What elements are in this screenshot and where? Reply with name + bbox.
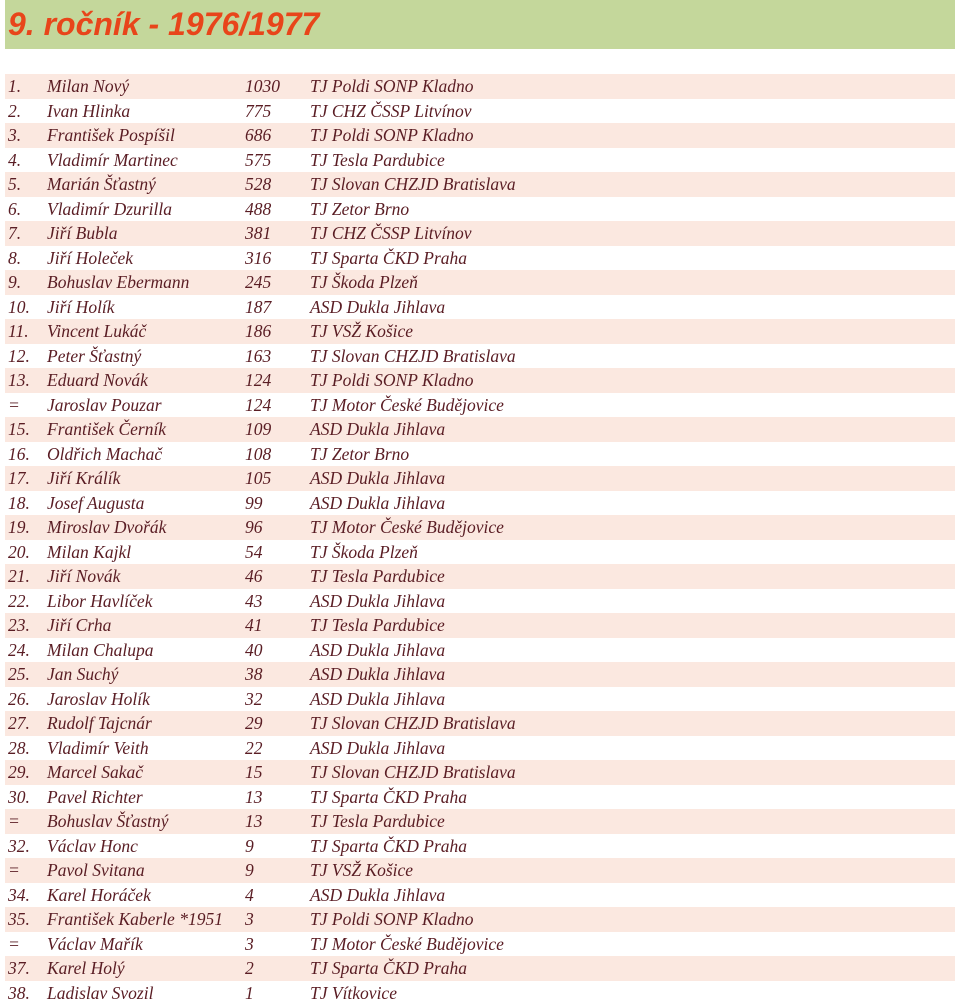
row-club: ASD Dukla Jihlava xyxy=(310,468,446,488)
row-rank: = xyxy=(8,811,20,831)
row-rank: 5. xyxy=(8,174,22,194)
row-rank: 11. xyxy=(8,321,29,341)
row-club: TJ Sparta ČKD Praha xyxy=(310,958,468,978)
table-row xyxy=(5,148,955,173)
row-player-name: František Pospíšil xyxy=(47,125,175,145)
row-player-name: Milan Nový xyxy=(47,76,130,96)
row-player-name: Jan Suchý xyxy=(47,664,119,684)
row-rank: = xyxy=(8,860,20,880)
row-rank: 25. xyxy=(8,664,30,684)
row-rank: 13. xyxy=(8,370,30,390)
row-club: ASD Dukla Jihlava xyxy=(310,296,446,317)
row-points: 775 xyxy=(245,100,272,121)
row-club: TJ Tesla Pardubice xyxy=(310,811,445,831)
row-club: TJ Sparta ČKD Praha xyxy=(310,786,468,807)
row-rank: 6. xyxy=(8,198,22,219)
row-rank: 3. xyxy=(8,125,22,145)
row-points: 54 xyxy=(245,541,263,562)
row-points: 40 xyxy=(245,639,263,660)
row-points: 245 xyxy=(245,272,272,292)
row-player-name: Bohuslav Ebermann xyxy=(47,272,190,292)
row-player-name: František Černík xyxy=(47,419,167,439)
row-player-name: Marcel Sakač xyxy=(47,762,144,782)
table-row xyxy=(5,442,955,467)
row-club: TJ Poldi SONP Kladno xyxy=(310,909,474,929)
row-rank: 35. xyxy=(8,909,30,929)
row-points: 3 xyxy=(245,909,254,929)
row-player-name: Jiří Bubla xyxy=(47,223,118,243)
row-club: TJ Sparta ČKD Praha xyxy=(310,835,468,856)
row-rank: 20. xyxy=(8,541,30,562)
row-points: 38 xyxy=(245,664,263,684)
row-club: ASD Dukla Jihlava xyxy=(310,639,446,660)
row-rank: 22. xyxy=(8,590,30,611)
row-points: 2 xyxy=(245,958,254,978)
table-row xyxy=(5,809,955,834)
row-points: 381 xyxy=(245,223,272,243)
row-player-name: Pavel Richter xyxy=(47,786,143,807)
row-player-name: Karel Holý xyxy=(47,958,125,978)
row-player-name: Ladislav Svozil xyxy=(47,982,154,999)
row-player-name: Vladimír Martinec xyxy=(47,149,178,170)
row-rank: 18. xyxy=(8,492,30,513)
row-player-name: Peter Šťastný xyxy=(47,345,142,366)
table-row xyxy=(5,834,955,859)
row-points: 9 xyxy=(245,835,254,856)
row-points: 109 xyxy=(245,419,272,439)
row-points: 15 xyxy=(245,762,263,782)
row-player-name: Jaroslav Pouzar xyxy=(47,394,162,415)
row-points: 3 xyxy=(245,933,254,954)
row-player-name: Rudolf Tajcnár xyxy=(47,713,152,733)
row-rank: 30. xyxy=(8,786,30,807)
row-rank: 28. xyxy=(8,737,30,758)
row-club: TJ Zetor Brno xyxy=(310,198,410,219)
row-points: 575 xyxy=(245,149,272,170)
row-points: 1030 xyxy=(245,76,280,96)
row-club: TJ Motor České Budějovice xyxy=(310,517,504,537)
row-club: ASD Dukla Jihlava xyxy=(310,664,446,684)
table-row xyxy=(5,711,955,736)
row-player-name: Jiří Holeček xyxy=(47,247,133,268)
row-points: 124 xyxy=(245,370,272,390)
table-row xyxy=(5,221,955,246)
row-rank: 4. xyxy=(8,149,22,170)
row-rank: 27. xyxy=(8,713,30,733)
row-points: 187 xyxy=(245,296,272,317)
scorers-table xyxy=(5,74,955,999)
table-row xyxy=(5,319,955,344)
row-club: TJ VSŽ Košice xyxy=(310,321,414,341)
row-points: 488 xyxy=(245,198,272,219)
row-player-name: Miroslav Dvořák xyxy=(47,517,167,537)
row-rank: 26. xyxy=(8,688,30,709)
row-player-name: Ivan Hlinka xyxy=(47,100,131,121)
row-player-name: Vladimír Dzurilla xyxy=(47,198,172,219)
table-row xyxy=(5,981,955,999)
row-rank: 2. xyxy=(8,100,22,121)
row-points: 13 xyxy=(245,786,263,807)
row-rank: 12. xyxy=(8,345,30,366)
table-row xyxy=(5,907,955,932)
row-rank: 15. xyxy=(8,419,30,439)
table-row xyxy=(5,956,955,981)
row-club: ASD Dukla Jihlava xyxy=(310,419,446,439)
table-row xyxy=(5,858,955,883)
row-club: TJ VSŽ Košice xyxy=(310,860,414,880)
row-points: 186 xyxy=(245,321,272,341)
table-row xyxy=(5,736,955,761)
row-rank: 8. xyxy=(8,247,22,268)
table-row xyxy=(5,515,955,540)
row-rank: 9. xyxy=(8,272,22,292)
row-rank: = xyxy=(8,394,20,415)
row-points: 13 xyxy=(245,811,263,831)
row-points: 99 xyxy=(245,492,263,513)
table-row xyxy=(5,246,955,271)
row-club: TJ Tesla Pardubice xyxy=(310,615,445,635)
row-points: 41 xyxy=(245,615,263,635)
row-player-name: Milan Kajkl xyxy=(47,541,132,562)
row-club: TJ Poldi SONP Kladno xyxy=(310,76,474,96)
row-player-name: Jiří Novák xyxy=(47,566,121,586)
table-row xyxy=(5,491,955,516)
table-row xyxy=(5,540,955,565)
row-club: ASD Dukla Jihlava xyxy=(310,590,446,611)
row-rank: 21. xyxy=(8,566,30,586)
row-rank: 32. xyxy=(8,835,30,856)
row-club: TJ Tesla Pardubice xyxy=(310,566,445,586)
table-row xyxy=(5,760,955,785)
table-row xyxy=(5,295,955,320)
row-points: 29 xyxy=(245,713,263,733)
row-club: TJ Slovan CHZJD Bratislava xyxy=(310,762,516,782)
row-rank: 1. xyxy=(8,76,22,96)
table-row xyxy=(5,883,955,908)
table-row xyxy=(5,368,955,393)
table-row xyxy=(5,785,955,810)
row-player-name: Josef Augusta xyxy=(47,492,145,513)
row-rank: 10. xyxy=(8,296,30,317)
row-club: ASD Dukla Jihlava xyxy=(310,688,446,709)
row-rank: 38. xyxy=(8,982,30,999)
row-club: ASD Dukla Jihlava xyxy=(310,884,446,905)
table-row xyxy=(5,197,955,222)
table-row xyxy=(5,393,955,418)
row-points: 528 xyxy=(245,174,272,194)
row-club: TJ Motor České Budějovice xyxy=(310,933,504,954)
row-points: 105 xyxy=(245,468,272,488)
row-rank: 23. xyxy=(8,615,30,635)
table-row xyxy=(5,466,955,491)
table-row xyxy=(5,662,955,687)
table-row xyxy=(5,417,955,442)
row-club: TJ Vítkovice xyxy=(310,982,397,999)
row-rank: 16. xyxy=(8,443,30,464)
table-row xyxy=(5,344,955,369)
row-club: TJ Zetor Brno xyxy=(310,443,410,464)
row-rank: 24. xyxy=(8,639,30,660)
title-bar xyxy=(5,0,955,49)
row-player-name: Milan Chalupa xyxy=(47,639,154,660)
row-player-name: Jiří Crha xyxy=(47,615,112,635)
table-row xyxy=(5,172,955,197)
row-points: 4 xyxy=(245,884,254,905)
table-row xyxy=(5,932,955,957)
row-club: TJ Slovan CHZJD Bratislava xyxy=(310,174,516,194)
row-player-name: Oldřich Machač xyxy=(47,443,163,464)
row-player-name: Vincent Lukáč xyxy=(47,321,147,341)
row-player-name: František Kaberle *1951 xyxy=(47,909,223,929)
table-row xyxy=(5,564,955,589)
row-points: 22 xyxy=(245,737,263,758)
table-row xyxy=(5,638,955,663)
table-row xyxy=(5,74,955,99)
row-points: 686 xyxy=(245,125,272,145)
row-player-name: Marián Šťastný xyxy=(47,174,156,194)
row-points: 316 xyxy=(245,247,272,268)
row-player-name: Pavol Svitana xyxy=(47,860,145,880)
row-points: 32 xyxy=(245,688,263,709)
row-points: 108 xyxy=(245,443,272,464)
page-title: 9. ročník - 1976/1977 xyxy=(8,6,320,42)
table-row xyxy=(5,687,955,712)
row-club: TJ Slovan CHZJD Bratislava xyxy=(310,713,516,733)
row-rank: 7. xyxy=(8,223,22,243)
row-club: ASD Dukla Jihlava xyxy=(310,492,446,513)
row-player-name: Karel Horáček xyxy=(47,884,151,905)
row-rank: 17. xyxy=(8,468,30,488)
row-player-name: Bohuslav Šťastný xyxy=(47,811,169,831)
row-club: TJ Sparta ČKD Praha xyxy=(310,247,468,268)
row-points: 43 xyxy=(245,590,263,611)
table-row xyxy=(5,589,955,614)
row-points: 9 xyxy=(245,860,254,880)
row-player-name: Jaroslav Holík xyxy=(47,688,150,709)
row-rank: 37. xyxy=(8,958,30,978)
table-row xyxy=(5,270,955,295)
row-rank: 29. xyxy=(8,762,30,782)
row-player-name: Václav Mařík xyxy=(47,933,143,954)
row-club: TJ CHZ ČSSP Litvínov xyxy=(310,223,472,243)
table-row xyxy=(5,123,955,148)
row-club: TJ CHZ ČSSP Litvínov xyxy=(310,100,472,121)
row-player-name: Eduard Novák xyxy=(47,370,148,390)
row-points: 124 xyxy=(245,394,272,415)
table-row xyxy=(5,613,955,638)
row-club: TJ Slovan CHZJD Bratislava xyxy=(310,345,516,366)
row-points: 1 xyxy=(245,982,254,999)
row-player-name: Václav Honc xyxy=(47,835,138,856)
row-points: 96 xyxy=(245,517,263,537)
row-club: TJ Poldi SONP Kladno xyxy=(310,370,474,390)
row-club: TJ Motor České Budějovice xyxy=(310,394,504,415)
row-rank: 19. xyxy=(8,517,30,537)
row-player-name: Jiří Holík xyxy=(47,296,115,317)
row-player-name: Libor Havlíček xyxy=(47,590,153,611)
row-club: TJ Škoda Plzeň xyxy=(310,272,418,292)
row-club: TJ Škoda Plzeň xyxy=(310,541,418,562)
row-player-name: Jiří Králík xyxy=(47,468,121,488)
row-player-name: Vladimír Veith xyxy=(47,737,149,758)
row-points: 46 xyxy=(245,566,263,586)
row-club: TJ Tesla Pardubice xyxy=(310,149,445,170)
row-club: TJ Poldi SONP Kladno xyxy=(310,125,474,145)
row-rank: 34. xyxy=(8,884,30,905)
row-rank: = xyxy=(8,933,20,954)
row-club: ASD Dukla Jihlava xyxy=(310,737,446,758)
row-points: 163 xyxy=(245,345,272,366)
table-row xyxy=(5,99,955,124)
